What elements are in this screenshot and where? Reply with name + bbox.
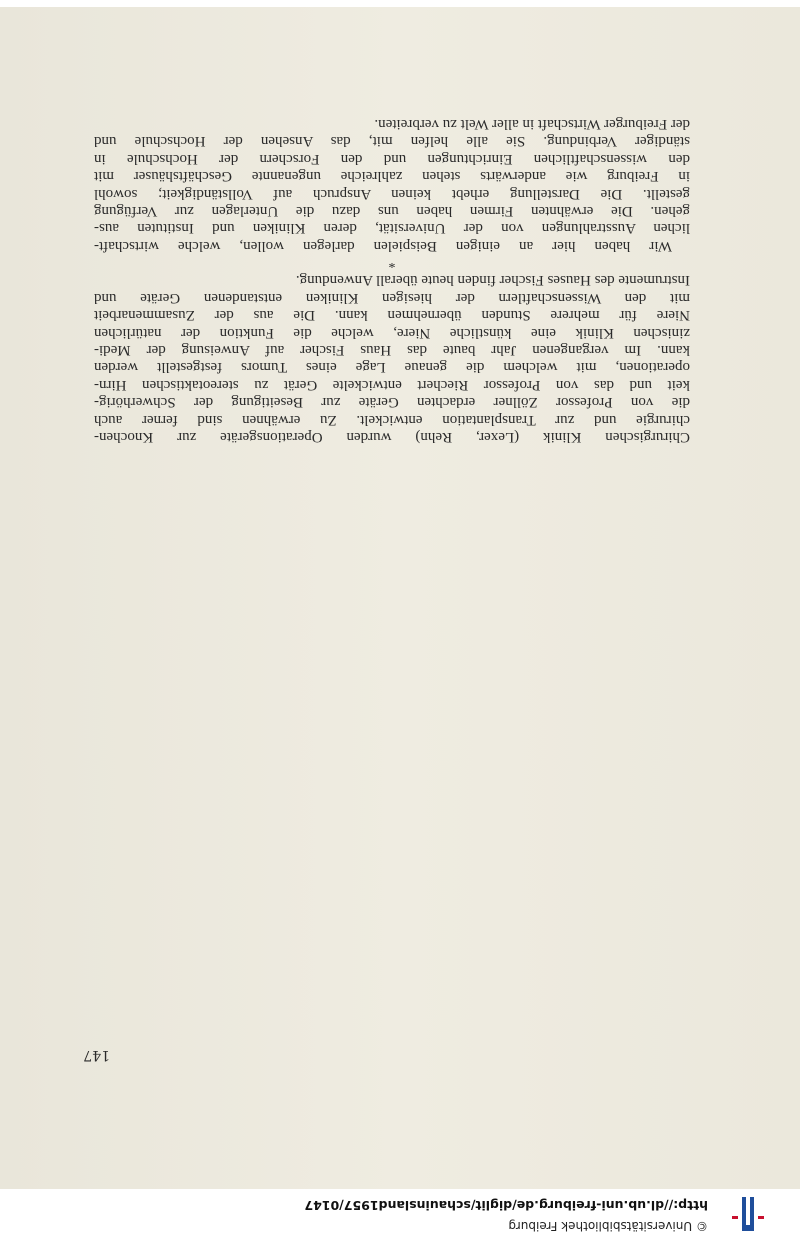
text-line: gehen. Die erwähnten Firmen haben uns dazu die Unterlagen zur Verfügung xyxy=(94,202,690,219)
text-line: gestellt. Die Darstellung erhebt keinen Anspruch auf Vollständigkeit; sowohl xyxy=(94,185,690,202)
viewer-header xyxy=(0,1188,800,1239)
text-line: chirurgie und zur Transplantation entwickelt. Zu erwähnen sind ferner auch xyxy=(94,411,690,428)
text-line: mit den Wissenschaftlern der hiesigen Kliniken entstandenen Geräte und xyxy=(94,289,690,306)
section-divider: * xyxy=(388,255,396,271)
text-line: Chirurgischen Klinik (Lexer, Rehn) wurden Operationsgeräte zur Knochen- xyxy=(94,429,690,445)
text-line: der Freiburger Wirtschaft in aller Welt zu verbreiten. xyxy=(374,115,690,132)
text-line: die von Professor Zöllner erdachten Geräte zur Beseitigung der Schwerhörig- xyxy=(94,394,690,411)
body-text xyxy=(94,115,690,445)
text-line: den wissenschaftlichen Einrichtungen und den Forschern der Hochschule in xyxy=(94,150,690,167)
copyright-notice: © Universitätsbibliothek Freiburg xyxy=(508,1219,708,1233)
ub-freiburg-logo-icon[interactable] xyxy=(726,1195,770,1233)
text-line: zinischen Klinik eine künstliche Niere, welche die Funktion der natürlichen xyxy=(94,324,690,341)
text-line: operationen, mit welchem die genaue Lage eines Tumors festgestellt werden xyxy=(94,359,690,376)
text-line: lichen Ausstrahlungen von der Universität, deren Kliniken und Instituten aus- xyxy=(94,220,690,237)
viewer-footer-strip xyxy=(0,0,800,7)
page-number: 147 xyxy=(83,1047,110,1063)
text-line: ständiger Verbindung. Sie alle helfen mit, das Ansehen der Hochschule und xyxy=(94,133,690,150)
permalink-url[interactable]: http://dl.ub.uni-freiburg.de/diglit/schauinsland1957/0147 xyxy=(304,1198,708,1213)
text-line: Wir haben hier an einigen Beispielen darlegen wollen, welche wirtschaft- xyxy=(94,237,672,254)
text-line: Instrumente des Hauses Fischer finden heute überall Anwendung. xyxy=(295,272,690,289)
text-line: kann. Im vergangenen Jahr baute das Haus Fischer auf Anweisung der Medi- xyxy=(94,342,690,359)
scanned-page xyxy=(0,7,800,1189)
text-line: keit und das von Professor Riechert entwickelte Gerät zu stereotaktischen Hirn- xyxy=(94,376,690,393)
text-line: Niere für mehrere Stunden übernehmen kann. Die aus der Zusammenarbeit xyxy=(94,307,690,324)
text-line: in Freiburg wie anderwärts stehen zahlreiche ungenannte Geschäftshäuser mit xyxy=(94,168,690,185)
